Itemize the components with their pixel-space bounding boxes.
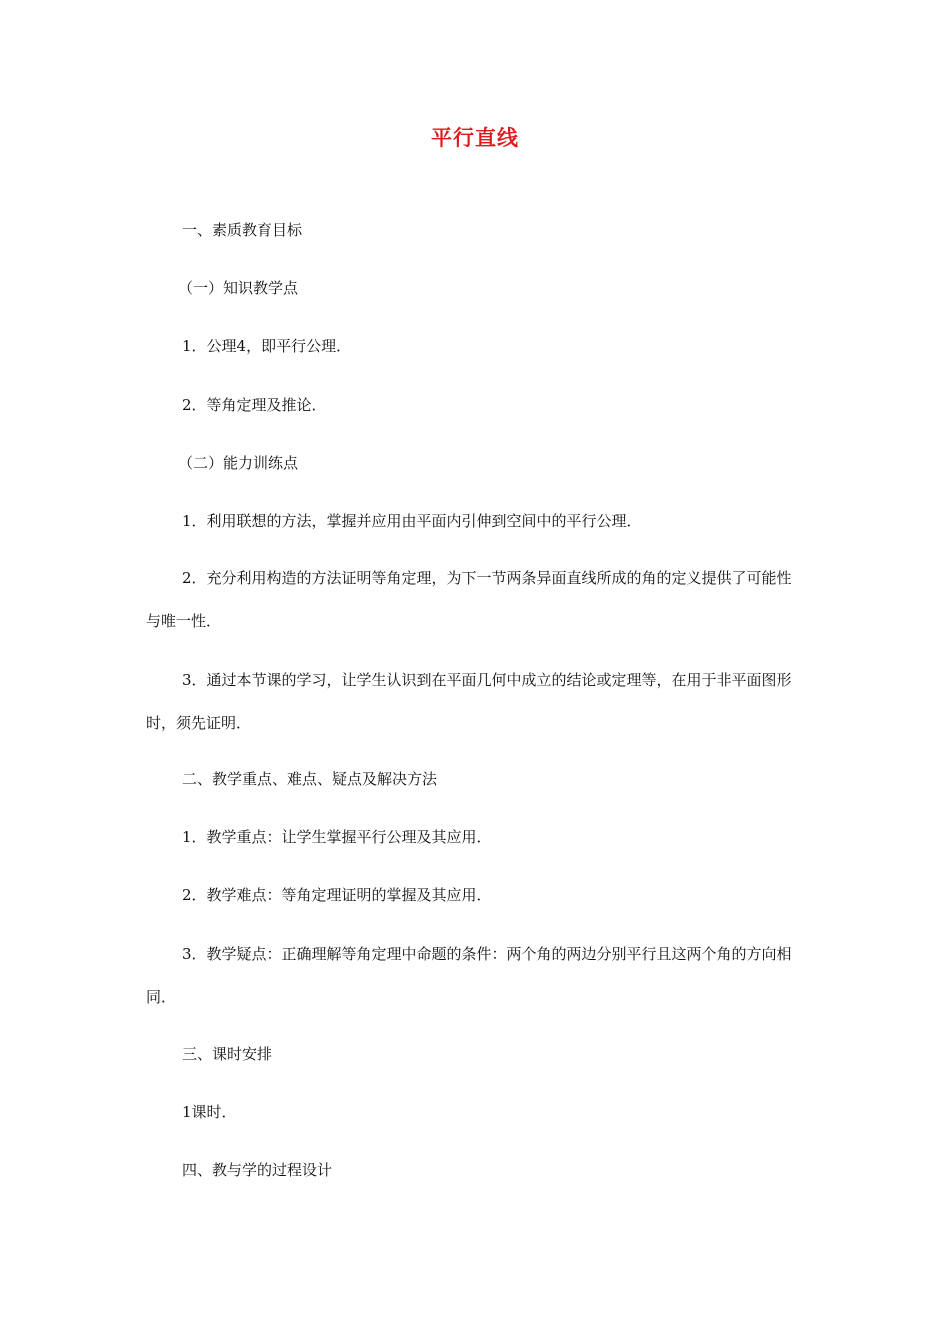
document-title: 平行直线 (431, 126, 519, 150)
list-item: 2．等角定理及推论． (182, 396, 327, 414)
section-heading-schedule: 三、课时安排 (182, 1045, 273, 1063)
list-item: 3．通过本节课的学习，让学生认识到在平面几何中成立的结论或定理等，在用于非平面图形时，须先证明． (146, 671, 792, 732)
schedule-text: 1课时． (182, 1103, 237, 1121)
list-item: 2．教学难点：等角定理证明的掌握及其应用． (182, 886, 492, 904)
subsection-ability-points: （二）能力训练点 (178, 454, 299, 472)
subsection-knowledge-points: （一）知识教学点 (178, 279, 299, 297)
list-item: 1．利用联想的方法，掌握并应用由平面内引伸到空间中的平行公理． (182, 512, 642, 530)
section-heading-quality-goals: 一、素质教育目标 (182, 221, 303, 239)
list-item: 3．教学疑点：正确理解等角定理中命题的条件：两个角的两边分别平行且这两个角的方向相同． (146, 945, 792, 1006)
list-item: 1．公理4，即平行公理． (182, 337, 352, 355)
section-heading-process-design: 四、教与学的过程设计 (182, 1161, 333, 1179)
list-item: 1．教学重点：让学生掌握平行公理及其应用． (182, 828, 492, 846)
list-item: 2．充分利用构造的方法证明等角定理，为下一节两条异面直线所成的角的定义提供了可能性与唯一性． (146, 569, 792, 630)
section-heading-key-points: 二、教学重点、难点、疑点及解决方法 (182, 770, 438, 788)
